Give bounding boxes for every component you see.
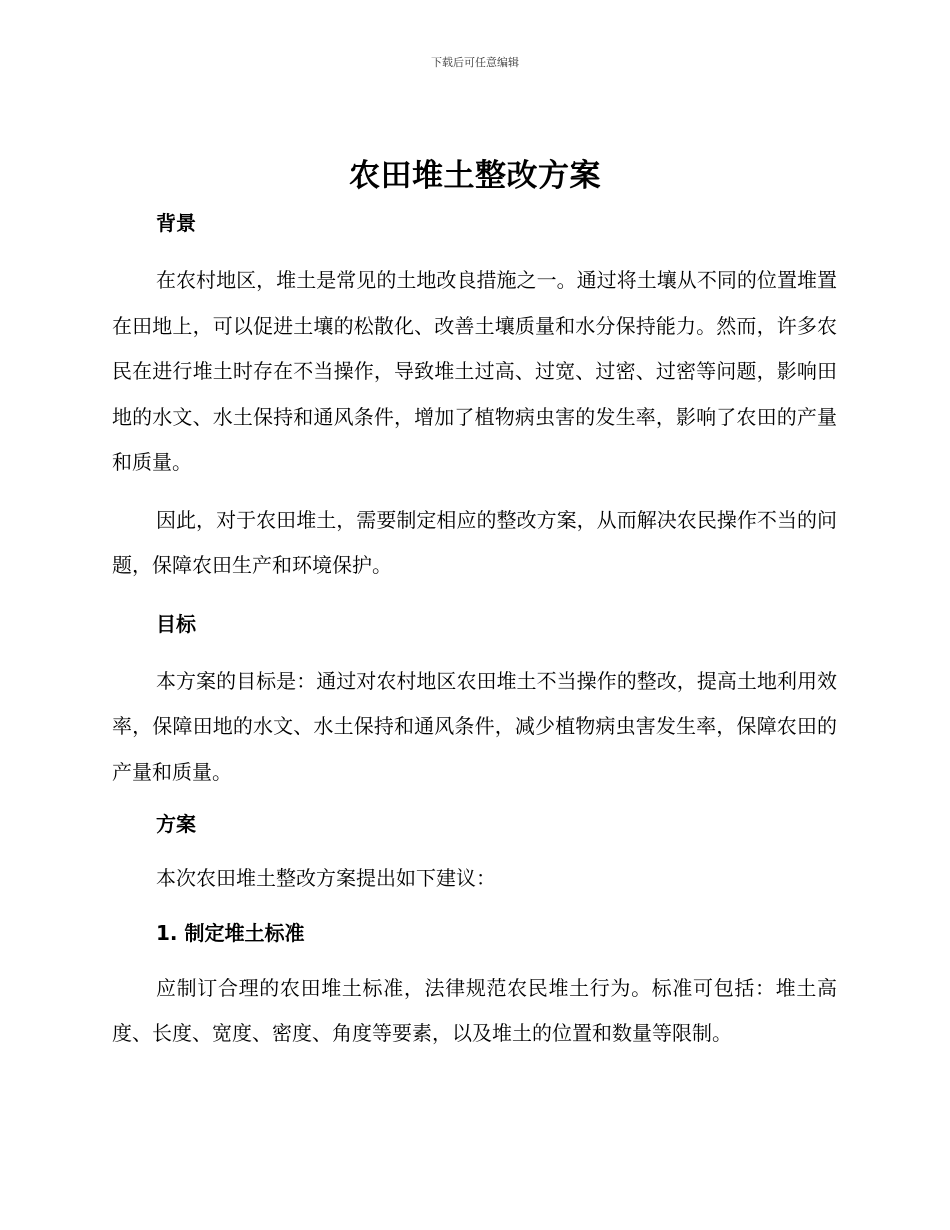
section-heading-goal: 目标: [156, 611, 196, 636]
goal-paragraph: 本方案的目标是：通过对农村地区农田堆土不当操作的整改，提高土地利用效率，保障田地的水文、水土保持和通风条件，减少植物病虫害发生率，保障农田的产量和质量。: [112, 668, 837, 784]
background-paragraph-1: 在农村地区，堆土是常见的土地改良措施之一。通过将土壤从不同的位置堆置在田地上，可以促进土壤的松散化、改善土壤质量和水分保持能力。然而，许多农民在进行堆土时存在不当操作，导致堆土过高、过宽、过密、过密等问题，影响田地的水文、水土保持和通风条件，增加了植物病虫害的发生率，影响了农田的产量和质量。: [112, 268, 837, 474]
plan-paragraph: 本次农田堆土整改方案提出如下建议：: [156, 866, 496, 890]
section-heading-background: 背景: [156, 211, 196, 235]
section-heading-standard: 1. 制定堆土标准: [156, 920, 305, 945]
header-note: 下载后可任意编辑: [431, 56, 519, 69]
document-body: [112, 206, 837, 1057]
standard-paragraph: 应制订合理的农田堆土标准，法律规范农民堆土行为。标准可包括：堆土高度、长度、宽度、密度、角度等要素，以及堆土的位置和数量等限制。: [112, 975, 837, 1045]
background-paragraph-2: 因此，对于农田堆土，需要制定相应的整改方案，从而解决农民操作不当的问题，保障农田生产和环境保护。: [112, 507, 837, 577]
document-title: 农田堆土整改方案: [349, 158, 601, 194]
section-heading-plan: 方案: [156, 812, 196, 836]
